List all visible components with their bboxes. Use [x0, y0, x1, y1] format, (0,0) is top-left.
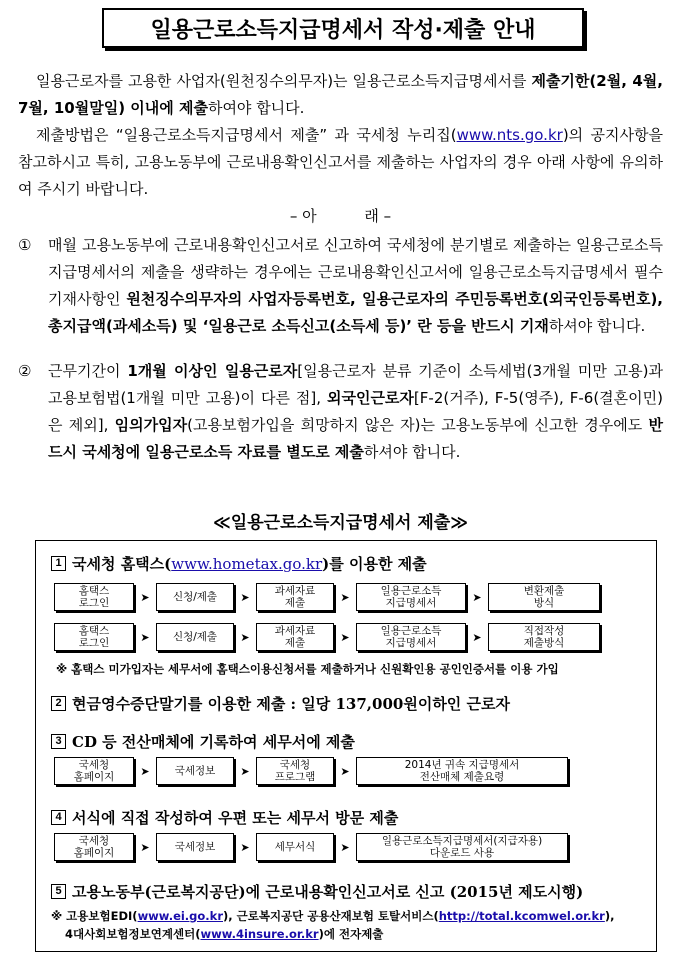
arrow-icon: ➤ [140, 590, 150, 604]
method-text-end: )의 공지사항을 참고하시고 특히, 고용노동부에 근로내용확인신고서를 제출하는 사업자의 경우 아래 사항에 유의하여 주시기 바랍니다. [18, 126, 663, 198]
section-number: 5 [51, 884, 66, 899]
flow-step: 2014년 귀속 지급명세서 전산매체 제출요령 [356, 757, 568, 785]
ei-link[interactable]: www.ei.go.kr [137, 909, 223, 923]
flow-step: 세무서식 [256, 833, 334, 861]
item-text: [F-2(거주), F-5(영주), F-6(결혼이민)은 제외], [48, 389, 663, 434]
item-text: 매월 고용노동부에 근로내용확인신고서로 신고하여 국세청에 분기별로 제출하는 일용근로소득지급명세서의 제출을 생략하는 경우에는 근로내용확인신고서에 일용근로소득지급명세서 필수 기재사항인 [48, 236, 663, 308]
flow-step: 일용근로소득 지급명세서 [356, 623, 466, 651]
section-number: 4 [51, 810, 66, 825]
note-text: ※ 고용보험EDI( [51, 909, 138, 923]
flow-step: 과세자료 제출 [256, 623, 334, 651]
intro-paragraph-1 [18, 68, 663, 122]
item-text: (고용보험가입을 희망하지 않은 자)는 고용노동부에 신고한 경우에도 [187, 416, 649, 434]
intro-paragraph-2 [18, 122, 663, 203]
hometax-link[interactable]: www.hometax.go.kr [171, 554, 323, 573]
cd-flow [54, 757, 568, 785]
section-number: 3 [51, 734, 66, 749]
section-text: 고용노동부(근로복지공단)에 근로내용확인신고서로 신고 (2015년 제도시행) [72, 883, 584, 901]
arrow-icon: ➤ [140, 764, 150, 778]
item-number: ① [18, 236, 32, 254]
section-number: 1 [51, 556, 66, 571]
nts-link[interactable]: www.nts.go.kr [456, 126, 563, 144]
arrow-icon: ➤ [240, 764, 250, 778]
arrow-icon: ➤ [240, 590, 250, 604]
item-text-end: 하셔야 합니다. [548, 317, 646, 335]
intro-text: 일용근로자를 고용한 사업자(원천징수의무자)는 일용근로소득지급명세서를 [36, 72, 532, 90]
arrow-icon: ➤ [240, 840, 250, 854]
section-number: 2 [51, 696, 66, 711]
item-text: 근무기간이 [48, 362, 128, 380]
section-2-heading [51, 693, 510, 714]
item-text: [일용근로자 분류 기준이 소득세법(3개월 미만 고용)과 고용보험법(1개월 미만 고용)이 다른 점], [48, 362, 663, 407]
arrow-icon: ➤ [340, 764, 350, 778]
note-text: 4대사회보험정보연계센터( [65, 927, 201, 941]
arrow-icon: ➤ [472, 590, 482, 604]
deadline-text: 제출기한(2월, 4월, 7월, 10월말일) 이내에 제출 [18, 72, 663, 117]
flow-step: 국세정보 [156, 833, 234, 861]
notice-item-2 [18, 358, 663, 466]
section-text: CD 등 전산매체에 기록하여 세무서에 제출 [72, 733, 355, 751]
flow-step: 국세정보 [156, 757, 234, 785]
item-bold-text: 외국인근로자 [326, 389, 414, 407]
electronic-submission-note [51, 907, 614, 943]
notice-item-1 [18, 232, 663, 340]
flow-step: 홈택스 로그인 [54, 623, 134, 651]
section-5-heading [51, 881, 583, 902]
section-text: )를 이용한 제출 [322, 555, 427, 573]
section-1-heading [51, 553, 427, 574]
flow-step: 과세자료 제출 [256, 583, 334, 611]
section-4-heading [51, 807, 398, 828]
page-title: 일용근로소득지급명세서 작성·제출 안내 [102, 8, 584, 48]
form-flow [54, 833, 568, 861]
flow-step: 직접작성 제출방식 [488, 623, 600, 651]
item-text-end: 하셔야 합니다. [363, 443, 461, 461]
arrow-icon: ➤ [240, 630, 250, 644]
note-text: ), [604, 909, 615, 923]
intro-text-end: 하여야 합니다. [207, 99, 305, 117]
flow-step: 일용근로소득 지급명세서 [356, 583, 466, 611]
hometax-flow-convert [54, 583, 600, 611]
arrow-icon: ➤ [140, 630, 150, 644]
flow-step: 변환제출 방식 [488, 583, 600, 611]
section-3-heading [51, 731, 355, 752]
submit-section-title: ≪일용근로소득지급명세서 제출≫ [213, 513, 468, 533]
flow-step: 홈택스 로그인 [54, 583, 134, 611]
below-label: – 아 래 – [289, 207, 392, 225]
hometax-flow-direct [54, 623, 600, 651]
section-text: 국세청 홈택스( [72, 555, 172, 573]
submission-methods-panel [35, 540, 657, 952]
item-number: ② [18, 362, 32, 380]
flow-step: 국세청 홈페이지 [54, 833, 134, 861]
section-text: 현금영수증단말기를 이용한 제출 : 일당 137,000원이하인 근로자 [72, 695, 510, 713]
arrow-icon: ➤ [340, 590, 350, 604]
arrow-icon: ➤ [340, 840, 350, 854]
hometax-note: ※ 홈택스 미가입자는 세무서에 홈택스이용신청서를 제출하거나 신원확인용 공인인증서를 이용 가입 [56, 662, 559, 676]
item-bold-text: 1개월 이상인 일용근로자 [127, 362, 298, 380]
item-bold-text: 임의가입자 [114, 416, 188, 434]
item-bold-text: 반드시 국세청에 일용근로소득 자료를 별도로 제출 [48, 416, 663, 461]
arrow-icon: ➤ [140, 840, 150, 854]
flow-step: 신청/제출 [156, 583, 234, 611]
4insure-link[interactable]: www.4insure.or.kr [200, 927, 319, 941]
arrow-icon: ➤ [340, 630, 350, 644]
arrow-icon: ➤ [472, 630, 482, 644]
flow-step: 국세청 프로그램 [256, 757, 334, 785]
note-text: )에 전자제출 [318, 927, 384, 941]
section-text: 서식에 직접 작성하여 우편 또는 세무서 방문 제출 [72, 809, 399, 827]
note-text: ), 근로복지공단 공용산재보험 토탈서비스( [223, 909, 439, 923]
flow-step: 신청/제출 [156, 623, 234, 651]
flow-step: 일용근로소득지급명세서(지급자용) 다운로드 사용 [356, 833, 568, 861]
item-bold-text: 원천징수의무자의 사업자등록번호, 일용근로자의 주민등록번호(외국인등록번호), 총지급액(과세소득) 및 ‘일용근로 소득신고(소득세 등)’ 란 등을 반드시 기재 [48, 290, 664, 335]
kcomwel-link[interactable]: http://total.kcomwel.or.kr [438, 909, 605, 923]
method-text: 제출방법은 “일용근로소득지급명세서 제출” 과 국세청 누리집( [36, 126, 457, 144]
flow-step: 국세청 홈페이지 [54, 757, 134, 785]
